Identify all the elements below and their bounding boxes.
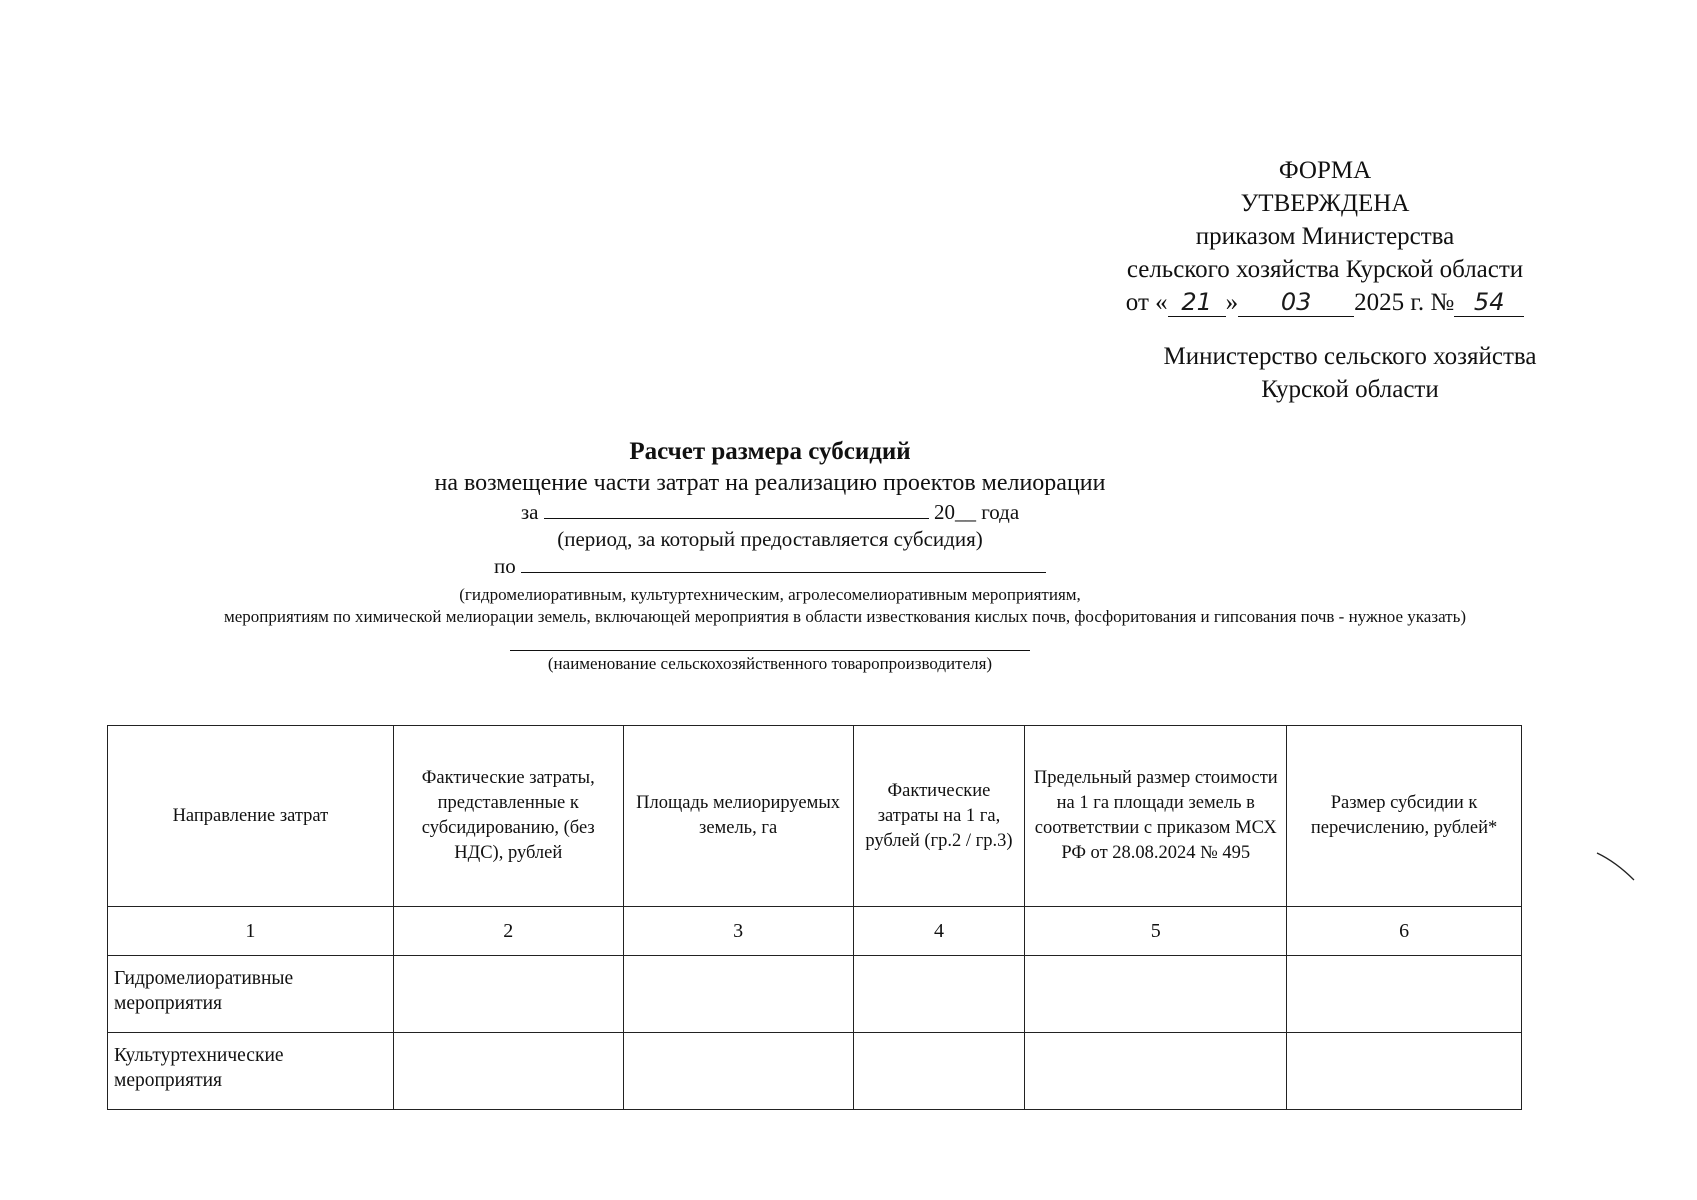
period-line [0, 498, 1590, 526]
approval-ministry-label: сельского хозяйства Курской области [1126, 256, 1524, 283]
approval-form-label: ФОРМА [1278, 157, 1372, 184]
table-cell[interactable] [1287, 956, 1522, 1033]
measure-blank-field[interactable] [521, 552, 1046, 573]
measure-prefix: по [494, 554, 516, 578]
header-area: Площадь мелиорируемых земель, га [623, 726, 853, 907]
row-label-cultural: Культуртехнические мероприятия [108, 1033, 394, 1110]
measures-note-2: мероприятиям по химической мелиорации земель, включающей мероприятия в области известкования кислых почв, фосфоритования и гипсования почв - нужное указать) [223, 607, 1467, 626]
period-prefix: за [520, 500, 539, 524]
addressee-block [1130, 340, 1570, 406]
column-number: 3 [623, 907, 853, 956]
table-cell[interactable] [853, 956, 1025, 1033]
header-cost-limit: Предельный размер стоимости на 1 га площади земель в соответствии с приказом МСХ РФ от 28.08.2024 № 495 [1025, 726, 1287, 907]
table-cell[interactable] [623, 956, 853, 1033]
header-actual-costs: Фактические затраты, представленные к субсидированию, (без НДС), рублей [393, 726, 623, 907]
header-cost-per-ha: Фактические затраты на 1 га, рублей (гр.2 / гр.3) [853, 726, 1025, 907]
document-subtitle: на возмещение части затрат на реализацию проектов мелиорации [434, 470, 1106, 496]
producer-note: (наименование сельскохозяйственного товаропроизводителя) [547, 654, 993, 673]
table-header-row [108, 726, 1522, 907]
table-cell[interactable] [853, 1033, 1025, 1110]
table-cell[interactable] [1025, 956, 1287, 1033]
subsidy-calculation-table [107, 725, 1522, 1110]
approval-stamp-block [1090, 154, 1560, 319]
column-number: 4 [853, 907, 1025, 956]
measure-line [0, 552, 1590, 580]
date-prefix: от « [1125, 289, 1168, 316]
table-cell[interactable] [1025, 1033, 1287, 1110]
addressee-line-2: Курской области [1261, 376, 1439, 403]
row-label-hydro: Гидромелиоративные мероприятия [108, 956, 394, 1033]
approval-order-label: приказом Министерства [1195, 223, 1455, 250]
handwritten-month: 03 [1238, 288, 1354, 317]
handwritten-number: 54 [1454, 288, 1524, 317]
table-cell[interactable] [623, 1033, 853, 1110]
header-subsidy-amount: Размер субсидии к перечислению, рублей* [1287, 726, 1522, 907]
table-cell[interactable] [393, 1033, 623, 1110]
period-blank-field[interactable] [544, 498, 929, 519]
addressee-line-1: Министерство сельского хозяйства [1163, 343, 1537, 370]
producer-blank-field[interactable] [510, 642, 1030, 651]
measures-note-1: (гидромелиоративным, культуртехническим, агролесомелиоративным мероприятиям, [459, 585, 1081, 604]
date-year: 2025 г. № [1354, 289, 1455, 316]
period-suffix: 20__ года [933, 500, 1020, 524]
handwritten-day: 21 [1168, 288, 1226, 317]
column-number: 5 [1025, 907, 1287, 956]
approval-date-line [1090, 286, 1560, 319]
column-number: 1 [108, 907, 394, 956]
pen-stroke-mark [1596, 852, 1636, 882]
document-title: Расчет размера субсидий [629, 438, 911, 465]
date-mid: » [1225, 289, 1239, 316]
table-row [108, 1033, 1522, 1110]
approval-approved-label: УТВЕРЖДЕНА [1240, 190, 1410, 217]
header-cost-direction: Направление затрат [108, 726, 394, 907]
document-heading [100, 436, 1590, 675]
table-row [108, 956, 1522, 1033]
table-number-row [108, 907, 1522, 956]
column-number: 6 [1287, 907, 1522, 956]
table-cell[interactable] [1287, 1033, 1522, 1110]
column-number: 2 [393, 907, 623, 956]
table-cell[interactable] [393, 956, 623, 1033]
period-note: (период, за который предоставляется субсидия) [557, 527, 983, 551]
